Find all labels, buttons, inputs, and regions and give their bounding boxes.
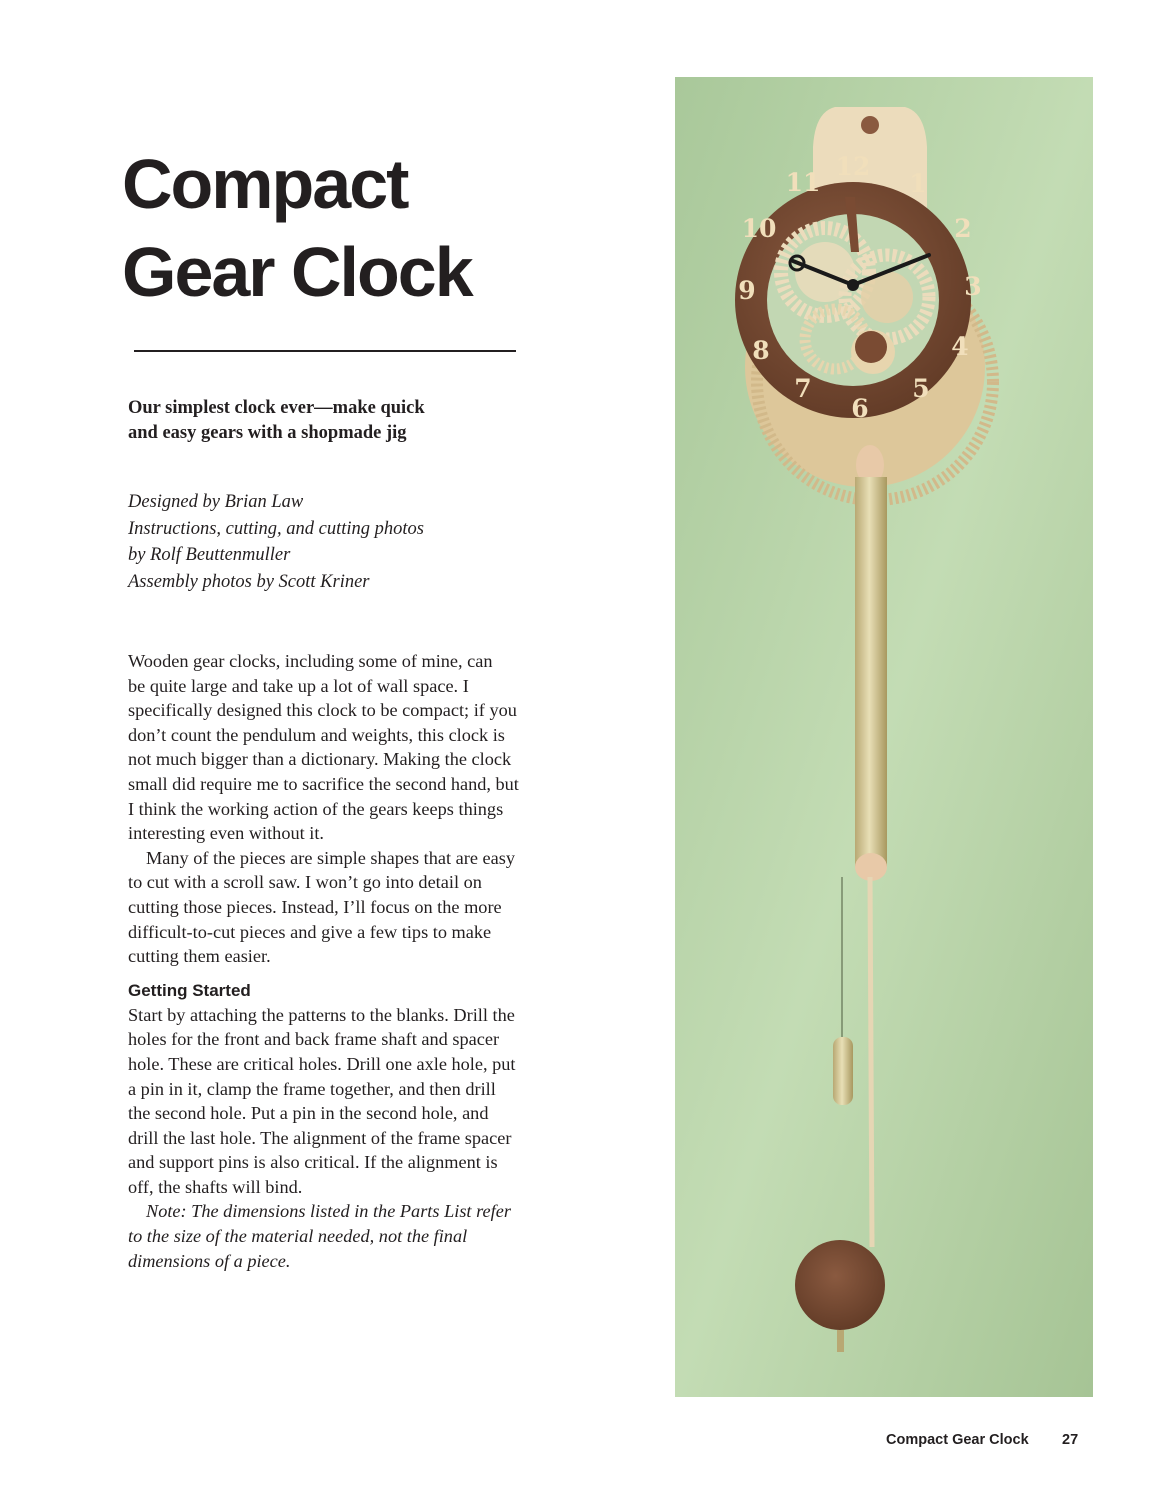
body-line: small did require me to sacrifice the second hand, but	[128, 773, 519, 794]
paragraph-note	[128, 1199, 603, 1273]
body-line: be quite large and take up a lot of wall space. I	[128, 675, 469, 696]
body-line: Many of the pieces are simple shapes that are easy	[146, 847, 516, 868]
body-line: holes for the front and back frame shaft and spacer	[128, 1029, 500, 1050]
footer-title: Compact Gear Clock	[886, 1432, 1029, 1448]
numeral-7: 7	[794, 374, 812, 403]
body-line: drill the last hole. The alignment of the frame spacer	[128, 1127, 512, 1148]
numeral-11: 11	[785, 168, 821, 197]
title-line-2: Gear Clock	[122, 233, 472, 311]
body-line: Wooden gear clocks, including some of mine, can	[128, 651, 493, 671]
numeral-10: 10	[741, 214, 777, 243]
credit-line: Assembly photos by Scott Kriner	[128, 571, 370, 592]
clock-photo	[675, 77, 1093, 1397]
paragraph-getting-started	[128, 1003, 603, 1200]
body-line: off, the shafts will bind.	[128, 1176, 303, 1197]
body-line: Note: The dimensions listed in the Parts List refer	[146, 1201, 511, 1222]
brass-weight-tube	[855, 477, 887, 867]
numeral-9: 9	[738, 276, 756, 305]
body-line: to cut with a scroll saw. I won’t go into detail on	[128, 872, 482, 893]
body-line: hole. These are critical holes. Drill one axle hole, put	[128, 1053, 516, 1074]
numeral-12: 12	[835, 152, 871, 181]
section-heading: Getting Started	[128, 980, 251, 1000]
pendulum-bob	[795, 1240, 885, 1330]
body-line: not much bigger than a dictionary. Making the clock	[128, 749, 512, 770]
body-line: don’t count the pendulum and weights, this clock is	[128, 724, 505, 745]
paragraph-intro	[128, 649, 603, 846]
body-line: to the size of the material needed, not the final	[128, 1226, 468, 1247]
numeral-3: 3	[964, 272, 982, 301]
body-line: cutting them easier.	[128, 946, 271, 967]
weight-cap	[855, 853, 887, 881]
title-line-1: Compact	[122, 145, 408, 223]
title-divider	[134, 350, 516, 352]
hanger-knob	[861, 116, 879, 134]
numeral-5: 5	[912, 374, 930, 403]
body-line: interesting even without it.	[128, 823, 324, 844]
body-line: I think the working action of the gears keeps things	[128, 798, 504, 819]
dek-line-1: Our simplest clock ever—make quick	[128, 398, 425, 418]
clock-illustration	[675, 77, 1093, 1397]
dek-line-2: and easy gears with a shopmade jig	[128, 423, 407, 443]
numeral-4: 4	[951, 332, 969, 361]
body-line: and support pins is also critical. If the alignment is	[128, 1152, 498, 1173]
adjust-nut	[837, 1330, 844, 1352]
body-line: dimensions of a piece.	[128, 1250, 291, 1271]
article-body	[128, 649, 603, 1273]
counter-weight	[833, 1037, 853, 1105]
credit-line: by Rolf Beuttenmuller	[128, 545, 291, 565]
numeral-1: 1	[909, 169, 927, 198]
numeral-8: 8	[752, 336, 770, 365]
body-line: specifically designed this clock to be compact; if you	[128, 700, 517, 721]
credit-line: Designed by Brian Law	[128, 492, 304, 512]
credit-line: Instructions, cutting, and cutting photos	[128, 518, 424, 539]
article-credits	[128, 489, 588, 595]
body-line: Start by attaching the patterns to the blanks. Drill the	[128, 1004, 515, 1025]
body-line: cutting those pieces. Instead, I’ll focus on the more	[128, 896, 502, 917]
article-dek	[128, 396, 548, 446]
page-number: 27	[1062, 1432, 1079, 1448]
numeral-2: 2	[954, 214, 972, 243]
paragraph-pieces	[128, 846, 603, 969]
page-title	[122, 140, 602, 316]
body-line: a pin in it, clamp the frame together, and then drill	[128, 1078, 496, 1099]
body-line: difficult-to-cut pieces and give a few tips to make	[128, 921, 492, 942]
body-line: the second hole. Put a pin in the second hole, and	[128, 1103, 489, 1124]
numeral-6: 6	[851, 394, 869, 423]
pendulum-rod	[870, 877, 872, 1247]
